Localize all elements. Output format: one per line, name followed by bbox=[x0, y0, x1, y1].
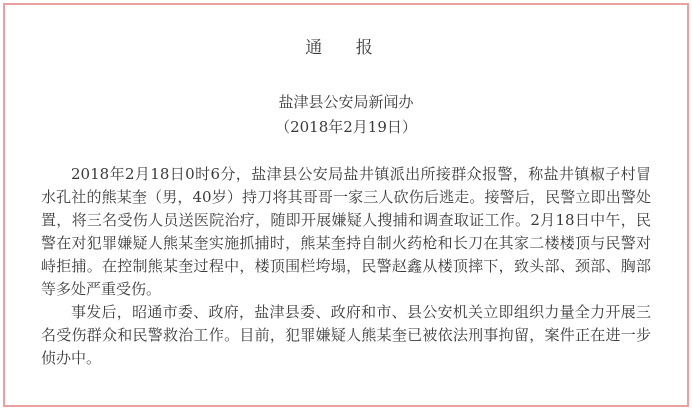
notice-title: 通 报 bbox=[305, 38, 387, 58]
notice-body bbox=[41, 163, 651, 370]
notice-panel bbox=[3, 3, 689, 407]
notice-paragraph-1: 2018年2月18日0时6分，盐津县公安局盐井镇派出所接群众报警，称盐井镇椒子村冒水孔社的熊某奎（男，40岁）持刀将其哥哥一家三人砍伤后逃走。接警后，民警立即出警处置，将三名受伤人员送医院治疗，随即开展嫌疑人搜捕和调查取证工作。2月18日中午，民警在对犯罪嫌疑人熊某奎实施抓捕时，熊某奎持自制火药枪和长刀在其家二楼楼顶与民警对峙拒捕。在控制熊某奎过程中，楼顶围栏垮塌，民警赵鑫从楼顶摔下，致头部、颈部、胸部等多处严重受伤。 bbox=[41, 165, 651, 298]
notice-date: （2018年2月19日） bbox=[275, 118, 417, 136]
notice-issuer: 盐津县公安局新闻办 bbox=[278, 93, 414, 111]
notice-paragraph-2: 事发后，昭通市委、政府，盐津县委、政府和市、县公安机关立即组织力量全力开展三名受伤群众和民警救治工作。目前，犯罪嫌疑人熊某奎已被依法刑事拘留，案件正在进一步侦办中。 bbox=[41, 303, 651, 367]
